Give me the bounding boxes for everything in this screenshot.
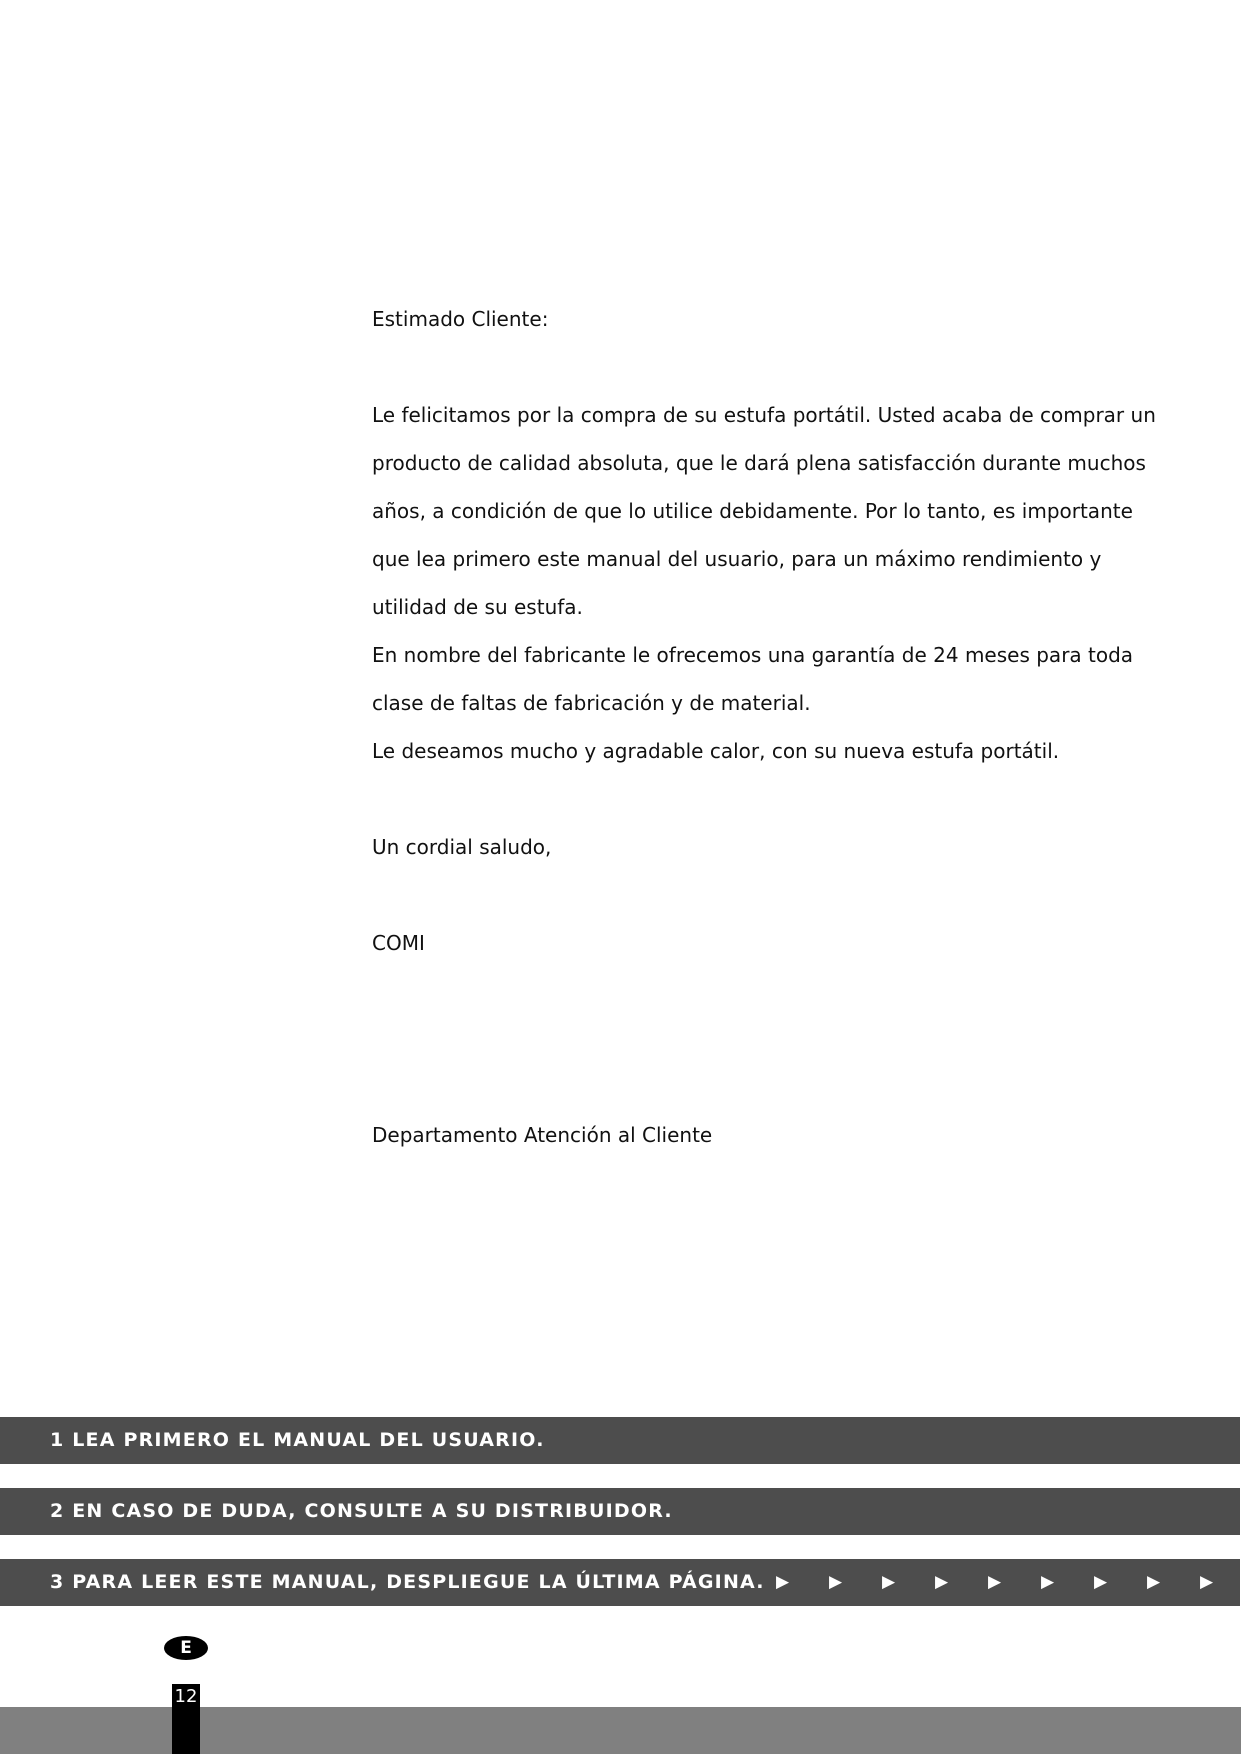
- paragraph-line: En nombre del fabricante le ofrecemos una garantía de 24 meses para toda: [372, 643, 1134, 667]
- arrow-right-icon: ▶: [935, 1572, 949, 1592]
- arrow-right-icon: ▶: [1200, 1572, 1214, 1592]
- instruction-band-3: [0, 1559, 1240, 1606]
- company-name: COMI: [372, 931, 425, 955]
- arrow-right-icon: ▶: [882, 1572, 896, 1592]
- arrow-right-icon: ▶: [988, 1572, 1002, 1592]
- arrow-right-icon: ▶: [1147, 1572, 1161, 1592]
- paragraph-line: que lea primero este manual del usuario, para un máximo rendimiento y: [372, 547, 1102, 571]
- arrow-right-icon: ▶: [829, 1572, 843, 1592]
- paragraph-line: producto de calidad absoluta, que le dará plena satisfacción durante muchos: [372, 451, 1146, 475]
- instruction-text: 3 PARA LEER ESTE MANUAL, DESPLIEGUE LA ÚLTIMA PÁGINA.: [50, 1571, 765, 1593]
- page-number: 12: [174, 1686, 198, 1707]
- arrow-row: [0, 1559, 1240, 1606]
- arrow-right-icon: ▶: [1094, 1572, 1108, 1592]
- paragraph-line: clase de faltas de fabricación y de material.: [372, 691, 811, 715]
- closing: Un cordial saludo,: [372, 835, 552, 859]
- paragraph-line: Le deseamos mucho y agradable calor, con su nueva estufa portátil.: [372, 739, 1060, 763]
- paragraph-line: años, a condición de que lo utilice debidamente. Por lo tanto, es importante: [372, 499, 1133, 523]
- arrow-right-icon: ▶: [776, 1572, 790, 1592]
- language-badge: E: [164, 1636, 208, 1660]
- paragraph-line: Le felicitamos por la compra de su estufa portátil. Usted acaba de comprar un: [372, 403, 1156, 427]
- paragraph-line: utilidad de su estufa.: [372, 595, 583, 619]
- instruction-text: 2 EN CASO DE DUDA, CONSULTE A SU DISTRIBUIDOR.: [50, 1500, 673, 1522]
- department: Departamento Atención al Cliente: [372, 1123, 713, 1147]
- greeting: Estimado Cliente:: [372, 307, 549, 331]
- instruction-band-1: [0, 1417, 1240, 1464]
- instruction-text: 1 LEA PRIMERO EL MANUAL DEL USUARIO.: [50, 1429, 545, 1451]
- arrow-right-icon: ▶: [1041, 1572, 1055, 1592]
- instruction-band-2: [0, 1488, 1240, 1535]
